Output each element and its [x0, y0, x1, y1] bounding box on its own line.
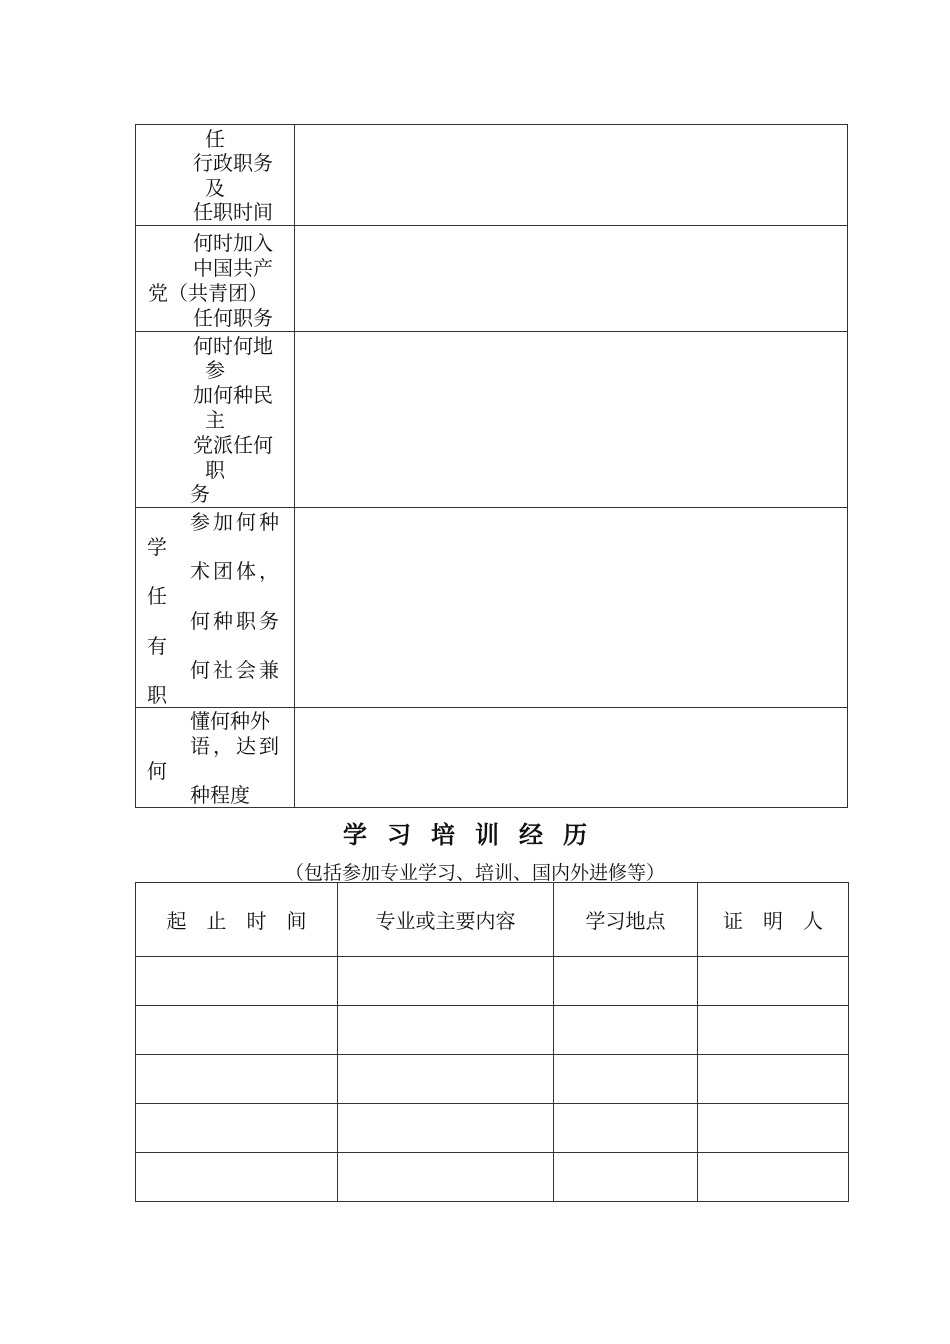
- label-line: 主: [205, 408, 225, 432]
- cell-witness[interactable]: [698, 1006, 849, 1055]
- table-row: [136, 1153, 849, 1202]
- table-row: [136, 1006, 849, 1055]
- cell-period[interactable]: [136, 957, 338, 1006]
- section-subtitle: （包括参加专业学习、培训、国内外进修等）: [284, 862, 665, 884]
- label-line: 任: [147, 584, 167, 608]
- cell-period[interactable]: [136, 1055, 338, 1104]
- info-value-cell[interactable]: [295, 125, 848, 226]
- label-line: 任职时间: [193, 200, 273, 224]
- label-line: 有: [147, 634, 167, 658]
- cell-location[interactable]: [554, 957, 698, 1006]
- info-row-position: [136, 125, 848, 226]
- section-title: 学习培训经历: [343, 820, 607, 849]
- cell-period[interactable]: [136, 1006, 338, 1055]
- header-period: 起 止 时 间: [136, 883, 338, 957]
- info-value-cell[interactable]: [295, 226, 848, 332]
- info-row-party: [136, 226, 848, 332]
- info-value-cell[interactable]: [295, 508, 848, 708]
- label-line: 术团体，: [190, 559, 282, 583]
- label-line: 何种职务: [190, 609, 282, 633]
- cell-content[interactable]: [338, 957, 554, 1006]
- label-line: 任: [205, 127, 225, 151]
- label-line: 参加何种: [190, 510, 282, 534]
- label-line: 何社会兼: [190, 658, 282, 682]
- label-line: 党（共青团）: [148, 281, 268, 305]
- info-value-cell[interactable]: [295, 332, 848, 508]
- cell-witness[interactable]: [698, 1055, 849, 1104]
- table-row: [136, 1104, 849, 1153]
- cell-witness[interactable]: [698, 957, 849, 1006]
- label-line: 何: [147, 759, 167, 783]
- label-line: 学: [147, 535, 167, 559]
- label-line: 语，达到: [190, 734, 282, 758]
- header-location: 学习地点: [554, 883, 698, 957]
- label-line: 加何种民: [193, 383, 273, 407]
- info-label-cell: [136, 125, 295, 226]
- table-row: [136, 1055, 849, 1104]
- study-table: [135, 882, 849, 1202]
- label-line: 何时何地: [193, 334, 273, 358]
- info-row-democratic-party: [136, 332, 848, 508]
- cell-content[interactable]: [338, 1153, 554, 1202]
- label-line: 参: [205, 358, 225, 382]
- label-line: 懂何种外: [190, 709, 270, 733]
- study-header-row: [136, 883, 849, 957]
- label-line: 何时加入: [193, 231, 273, 255]
- label-line: 及: [205, 176, 225, 200]
- cell-content[interactable]: [338, 1104, 554, 1153]
- cell-period[interactable]: [136, 1153, 338, 1202]
- info-label-cell: [136, 708, 295, 808]
- cell-location[interactable]: [554, 1104, 698, 1153]
- cell-witness[interactable]: [698, 1153, 849, 1202]
- info-value-cell[interactable]: [295, 708, 848, 808]
- info-label-cell: [136, 226, 295, 332]
- cell-content[interactable]: [338, 1055, 554, 1104]
- label-line: 职: [205, 458, 225, 482]
- label-line: 党派任何: [193, 433, 273, 457]
- cell-content[interactable]: [338, 1006, 554, 1055]
- label-line: 任何职务: [193, 306, 273, 330]
- cell-location[interactable]: [554, 1055, 698, 1104]
- header-witness: 证 明 人: [698, 883, 849, 957]
- label-line: 职: [147, 683, 167, 707]
- info-table: [135, 124, 848, 808]
- label-line: 中国共产: [193, 256, 273, 280]
- table-row: [136, 957, 849, 1006]
- info-label-cell: [136, 332, 295, 508]
- header-content: 专业或主要内容: [338, 883, 554, 957]
- cell-period[interactable]: [136, 1104, 338, 1153]
- label-line: 务: [190, 482, 210, 506]
- label-line: 行政职务: [193, 151, 273, 175]
- cell-witness[interactable]: [698, 1104, 849, 1153]
- info-row-academic: [136, 508, 848, 708]
- label-line: 种程度: [190, 783, 250, 807]
- cell-location[interactable]: [554, 1006, 698, 1055]
- info-row-language: [136, 708, 848, 808]
- cell-location[interactable]: [554, 1153, 698, 1202]
- info-label-cell: [136, 508, 295, 708]
